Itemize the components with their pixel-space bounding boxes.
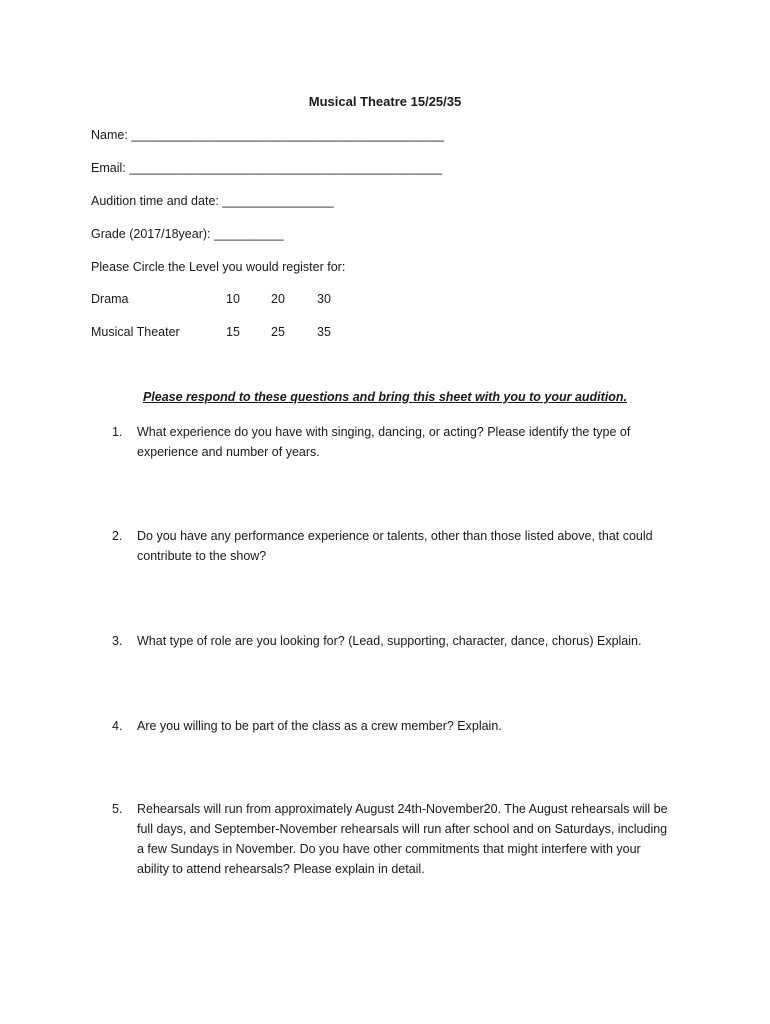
form-title: Musical Theatre 15/25/35 [308,94,462,109]
level-value[interactable]: 20 [271,292,285,306]
question-item [112,422,672,462]
circle-prompt: Please Circle the Level you would register for: [91,260,346,274]
question-number: 3. [112,634,123,648]
question-item [112,526,672,566]
email-field[interactable]: Email: _____________________________________________ [91,161,443,175]
question-text: Do you have any performance experience or talents, other than those listed above, that could contribute to the show? [137,529,653,563]
name-field[interactable]: Name: _____________________________________________ [91,128,445,142]
instructions: Please respond to these questions and bring this sheet with you to your audition. [142,390,628,404]
question-number: 5. [112,802,123,816]
question-number: 2. [112,529,123,543]
level-value[interactable]: 35 [317,325,331,339]
audition-field[interactable]: Audition time and date: ________________ [91,194,334,208]
question-item [112,799,672,879]
question-text: Are you willing to be part of the class as a crew member? Explain. [137,719,502,733]
level-value[interactable]: 10 [226,292,240,306]
level-label-drama: Drama [91,292,129,306]
level-value[interactable]: 15 [226,325,240,339]
question-text: What type of role are you looking for? (Lead, supporting, character, dance, chorus) Explain. [137,634,642,648]
level-value[interactable]: 30 [317,292,331,306]
question-text: Rehearsals will run from approximately August 24th-November20. The August rehearsals will be full days, and September-November rehearsals will run after school and on Saturdays, including a few Sundays in November. Do you have other commitments that might interfere with your ability to attend rehearsals? Please explain in detail. [137,802,668,876]
question-number: 4. [112,719,123,733]
question-item [112,716,672,736]
level-value[interactable]: 25 [271,325,285,339]
question-text: What experience do you have with singing, dancing, or acting? Please identify the type of experience and number of years. [137,425,631,459]
level-label-musical-theater: Musical Theater [91,325,180,339]
grade-field[interactable]: Grade (2017/18year): __________ [91,227,284,241]
question-item [112,631,672,651]
question-number: 1. [112,425,123,439]
